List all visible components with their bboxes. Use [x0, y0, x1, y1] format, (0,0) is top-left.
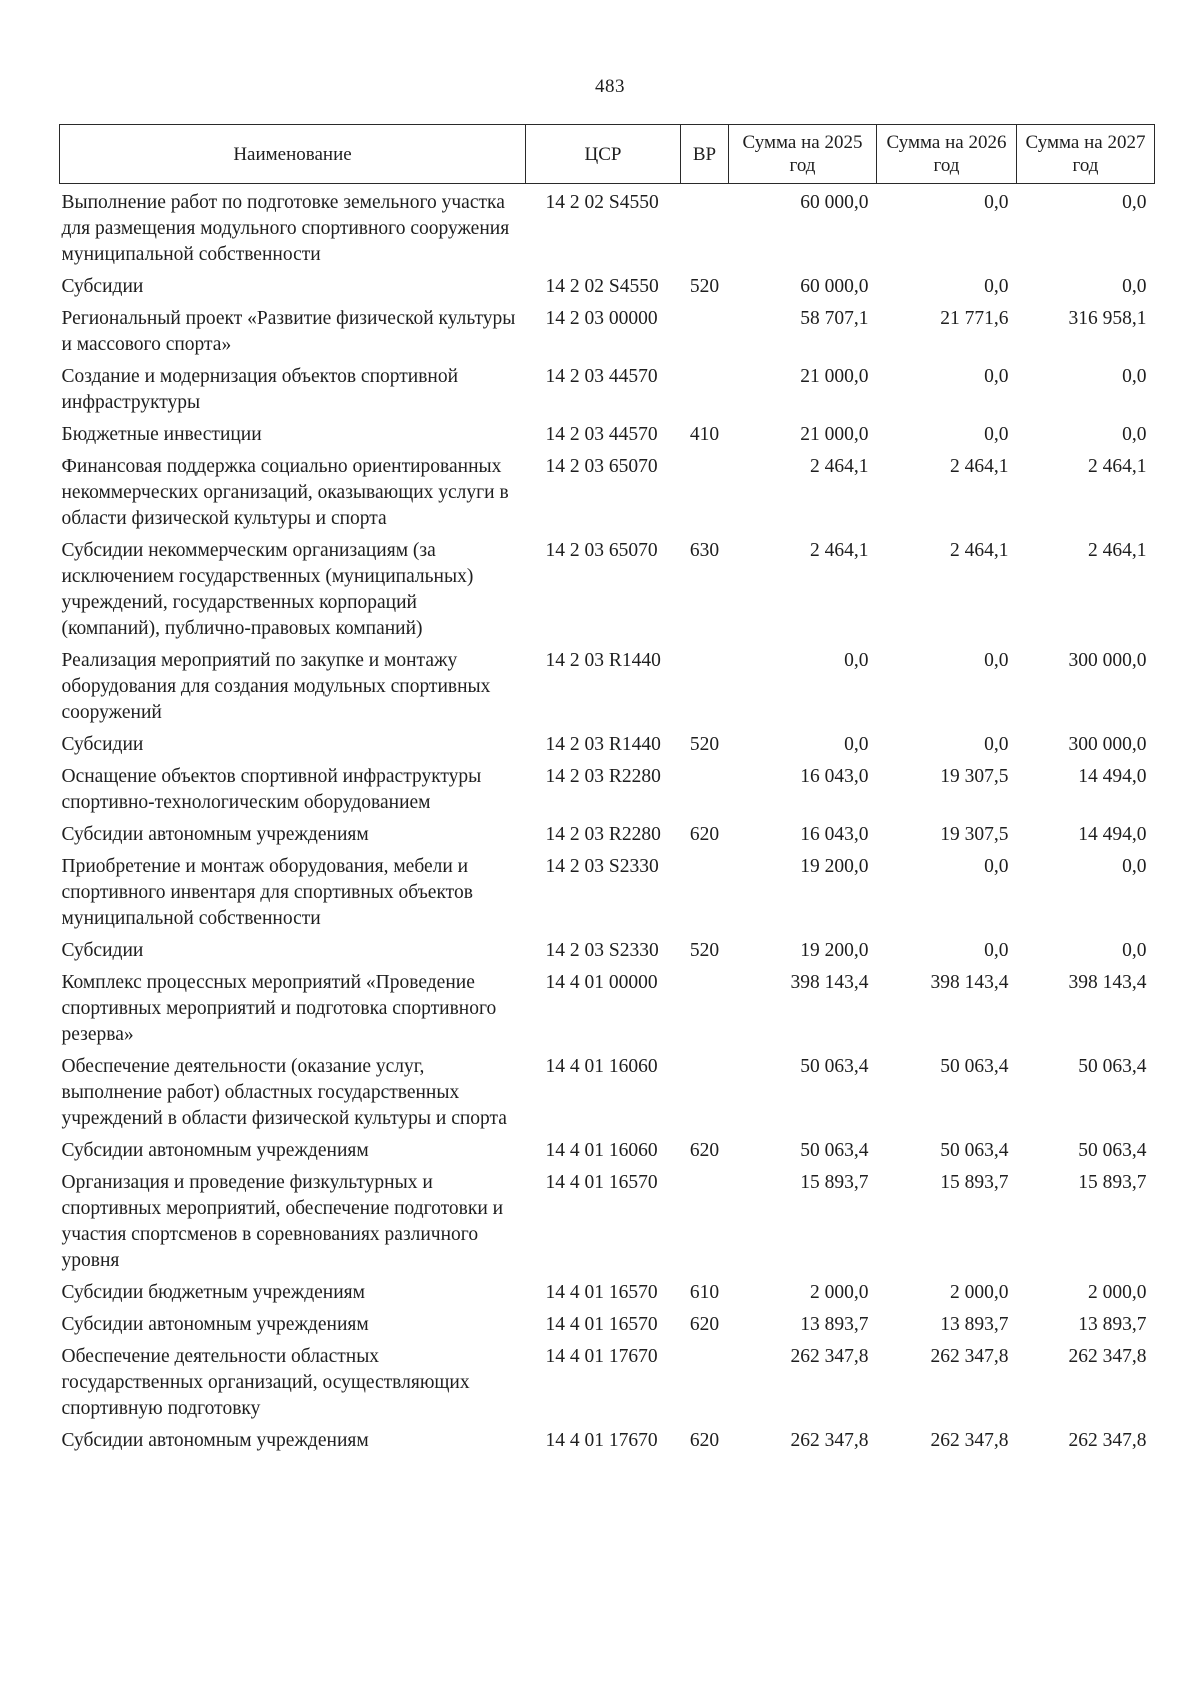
row-sum-2027: 316 958,1 — [1068, 308, 1147, 329]
row-sum-2025: 2 464,1 — [810, 540, 869, 561]
table-row — [60, 420, 1155, 452]
row-sum-2027: 14 494,0 — [1078, 766, 1147, 787]
row-sum-2025: 60 000,0 — [800, 192, 869, 213]
row-sum-2026: 50 063,4 — [940, 1056, 1009, 1077]
row-sum-2025: 398 143,4 — [790, 972, 869, 993]
row-sum-2027: 14 494,0 — [1078, 824, 1147, 845]
row-csr: 14 2 03 R2280 — [545, 824, 661, 845]
table-row — [60, 1278, 1155, 1310]
row-vr — [681, 762, 729, 820]
header-vr: ВР — [681, 125, 729, 184]
table-row — [60, 820, 1155, 852]
row-csr: 14 2 03 44570 — [545, 366, 658, 387]
row-name: Реализация мероприятий по закупке и монтажу оборудования для создания модульных спортивных сооружений — [61, 650, 491, 723]
table-row — [60, 730, 1155, 762]
table-row — [60, 1426, 1155, 1458]
row-vr — [681, 646, 729, 730]
row-sum-2027: 15 893,7 — [1078, 1172, 1147, 1193]
row-sum-2026: 15 893,7 — [940, 1172, 1009, 1193]
row-vr: 620 — [689, 1430, 720, 1451]
row-sum-2026: 0,0 — [984, 940, 1009, 961]
row-sum-2027: 13 893,7 — [1078, 1314, 1147, 1335]
page-number: 483 — [595, 76, 625, 97]
row-sum-2026: 262 347,8 — [930, 1430, 1009, 1451]
row-sum-2027: 0,0 — [1122, 192, 1147, 213]
row-name: Оснащение объектов спортивной инфраструктуры спортивно-технологическим оборудованием — [61, 766, 482, 813]
row-vr — [681, 452, 729, 536]
row-sum-2027: 0,0 — [1122, 276, 1147, 297]
row-name: Финансовая поддержка социально ориентированных некоммерческих организаций, оказывающих услуги в области физической культуры и спорта — [61, 456, 509, 529]
row-name: Субсидии автономным учреждениям — [61, 824, 369, 845]
row-sum-2026: 398 143,4 — [930, 972, 1009, 993]
row-sum-2026: 19 307,5 — [940, 766, 1009, 787]
row-sum-2025: 19 200,0 — [800, 856, 869, 877]
row-sum-2027: 0,0 — [1122, 940, 1147, 961]
row-sum-2026: 0,0 — [984, 192, 1009, 213]
table-row — [60, 852, 1155, 936]
row-csr: 14 4 01 16570 — [545, 1282, 658, 1303]
row-vr: 610 — [689, 1282, 720, 1303]
row-vr: 520 — [689, 734, 720, 755]
row-vr: 520 — [689, 276, 720, 297]
row-csr: 14 4 01 00000 — [545, 972, 658, 993]
table-row — [60, 1168, 1155, 1278]
row-sum-2026: 0,0 — [984, 276, 1009, 297]
row-sum-2027: 2 464,1 — [1088, 456, 1147, 477]
row-vr: 620 — [689, 824, 720, 845]
row-sum-2026: 2 000,0 — [950, 1282, 1009, 1303]
budget-table — [59, 124, 1155, 1458]
row-name: Субсидии автономным учреждениям — [61, 1430, 369, 1451]
row-sum-2027: 50 063,4 — [1078, 1056, 1147, 1077]
row-vr — [681, 852, 729, 936]
row-sum-2025: 16 043,0 — [800, 766, 869, 787]
row-csr: 14 4 01 17670 — [545, 1430, 658, 1451]
row-sum-2026: 0,0 — [984, 650, 1009, 671]
header-sum-2027: Сумма на 2027 год — [1017, 125, 1155, 184]
header-sum-2026: Сумма на 2026 год — [877, 125, 1017, 184]
row-sum-2026: 21 771,6 — [940, 308, 1009, 329]
row-sum-2026: 0,0 — [984, 424, 1009, 445]
row-sum-2027: 262 347,8 — [1068, 1430, 1147, 1451]
row-sum-2026: 50 063,4 — [940, 1140, 1009, 1161]
row-csr: 14 2 03 S2330 — [545, 856, 659, 877]
table-body — [60, 184, 1155, 1459]
table-row — [60, 536, 1155, 646]
row-csr: 14 4 01 17670 — [545, 1346, 658, 1367]
row-name: Субсидии автономным учреждениям — [61, 1314, 369, 1335]
row-sum-2027: 0,0 — [1122, 856, 1147, 877]
table-row — [60, 184, 1155, 273]
table-row — [60, 1342, 1155, 1426]
row-sum-2027: 2 464,1 — [1088, 540, 1147, 561]
row-sum-2027: 300 000,0 — [1068, 734, 1147, 755]
row-vr: 410 — [689, 424, 720, 445]
table-row — [60, 304, 1155, 362]
row-sum-2025: 58 707,1 — [800, 308, 869, 329]
row-name: Организация и проведение физкультурных и спортивных мероприятий, обеспечение подготовки и участия спортсменов в соревнованиях различного уровня — [61, 1172, 504, 1271]
row-vr — [681, 1342, 729, 1426]
header-sum-2025: Сумма на 2025 год — [729, 125, 877, 184]
table-header — [60, 125, 1155, 184]
row-vr — [681, 1168, 729, 1278]
table-row — [60, 1136, 1155, 1168]
row-vr: 520 — [689, 940, 720, 961]
row-sum-2025: 19 200,0 — [800, 940, 869, 961]
row-sum-2026: 0,0 — [984, 366, 1009, 387]
row-sum-2025: 2 464,1 — [810, 456, 869, 477]
header-name: Наименование — [60, 125, 526, 184]
row-vr — [681, 1052, 729, 1136]
row-sum-2026: 19 307,5 — [940, 824, 1009, 845]
row-name: Бюджетные инвестиции — [61, 424, 262, 445]
row-csr: 14 2 02 S4550 — [545, 192, 659, 213]
row-csr: 14 2 03 R1440 — [545, 650, 661, 671]
row-vr — [681, 968, 729, 1052]
table-row — [60, 1310, 1155, 1342]
table-row — [60, 762, 1155, 820]
row-csr: 14 2 02 S4550 — [545, 276, 659, 297]
row-sum-2025: 21 000,0 — [800, 424, 869, 445]
row-vr — [681, 304, 729, 362]
row-name: Субсидии — [61, 276, 144, 297]
row-csr: 14 2 03 R1440 — [545, 734, 661, 755]
row-name: Выполнение работ по подготовке земельного участка для размещения модульного спортивного сооружения муниципальной собственности — [61, 192, 510, 265]
row-sum-2025: 262 347,8 — [790, 1430, 869, 1451]
row-name: Субсидии некоммерческим организациям (за исключением государственных (муниципальных) учреждений, государственных корпораций (компаний), публично-правовых компаний) — [61, 540, 474, 639]
header-csr: ЦСР — [526, 125, 681, 184]
row-sum-2026: 0,0 — [984, 856, 1009, 877]
row-sum-2025: 21 000,0 — [800, 366, 869, 387]
row-name: Субсидии автономным учреждениям — [61, 1140, 369, 1161]
table-row — [60, 646, 1155, 730]
table-row — [60, 936, 1155, 968]
row-sum-2025: 50 063,4 — [800, 1056, 869, 1077]
row-sum-2027: 0,0 — [1122, 366, 1147, 387]
row-sum-2026: 13 893,7 — [940, 1314, 1009, 1335]
row-csr: 14 4 01 16060 — [545, 1140, 658, 1161]
table-row — [60, 272, 1155, 304]
row-csr: 14 4 01 16570 — [545, 1172, 658, 1193]
row-name: Субсидии — [61, 734, 144, 755]
row-sum-2025: 0,0 — [844, 650, 869, 671]
row-vr — [681, 184, 729, 273]
row-csr: 14 2 03 R2280 — [545, 766, 661, 787]
row-csr: 14 4 01 16060 — [545, 1056, 658, 1077]
row-name: Региональный проект «Развитие физической культуры и массового спорта» — [61, 308, 516, 355]
row-name: Субсидии бюджетным учреждениям — [61, 1282, 365, 1303]
row-name: Субсидии — [61, 940, 144, 961]
table-row — [60, 1052, 1155, 1136]
row-vr: 630 — [689, 540, 720, 561]
row-name: Комплекс процессных мероприятий «Проведение спортивных мероприятий и подготовка спортивного резерва» — [61, 972, 497, 1045]
row-sum-2026: 2 464,1 — [950, 456, 1009, 477]
row-sum-2025: 262 347,8 — [790, 1346, 869, 1367]
row-csr: 14 2 03 00000 — [545, 308, 658, 329]
row-sum-2026: 262 347,8 — [930, 1346, 1009, 1367]
row-sum-2025: 50 063,4 — [800, 1140, 869, 1161]
row-sum-2025: 2 000,0 — [810, 1282, 869, 1303]
row-vr: 620 — [689, 1314, 720, 1335]
row-name: Приобретение и монтаж оборудования, мебели и спортивного инвентаря для спортивных объектов муниципальной собственности — [61, 856, 473, 929]
row-sum-2025: 0,0 — [844, 734, 869, 755]
row-sum-2026: 0,0 — [984, 734, 1009, 755]
row-name: Создание и модернизация объектов спортивной инфраструктуры — [61, 366, 459, 413]
table-row — [60, 362, 1155, 420]
row-name: Обеспечение деятельности областных государственных организаций, осуществляющих спортивную подготовку — [61, 1346, 470, 1419]
row-csr: 14 2 03 65070 — [545, 456, 658, 477]
row-csr: 14 2 03 44570 — [545, 424, 658, 445]
row-sum-2025: 13 893,7 — [800, 1314, 869, 1335]
row-sum-2027: 262 347,8 — [1068, 1346, 1147, 1367]
table-row — [60, 452, 1155, 536]
row-csr: 14 2 03 S2330 — [545, 940, 659, 961]
row-sum-2025: 60 000,0 — [800, 276, 869, 297]
row-sum-2026: 2 464,1 — [950, 540, 1009, 561]
row-csr: 14 2 03 65070 — [545, 540, 658, 561]
row-vr — [681, 362, 729, 420]
row-sum-2027: 2 000,0 — [1088, 1282, 1147, 1303]
table-row — [60, 968, 1155, 1052]
row-sum-2027: 300 000,0 — [1068, 650, 1147, 671]
row-sum-2027: 398 143,4 — [1068, 972, 1147, 993]
header-row — [60, 125, 1155, 184]
row-vr: 620 — [689, 1140, 720, 1161]
row-sum-2025: 16 043,0 — [800, 824, 869, 845]
row-sum-2027: 0,0 — [1122, 424, 1147, 445]
row-name: Обеспечение деятельности (оказание услуг, выполнение работ) областных государственных учреждений в области физической культуры и спорта — [61, 1056, 507, 1129]
row-sum-2025: 15 893,7 — [800, 1172, 869, 1193]
row-csr: 14 4 01 16570 — [545, 1314, 658, 1335]
row-sum-2027: 50 063,4 — [1078, 1140, 1147, 1161]
